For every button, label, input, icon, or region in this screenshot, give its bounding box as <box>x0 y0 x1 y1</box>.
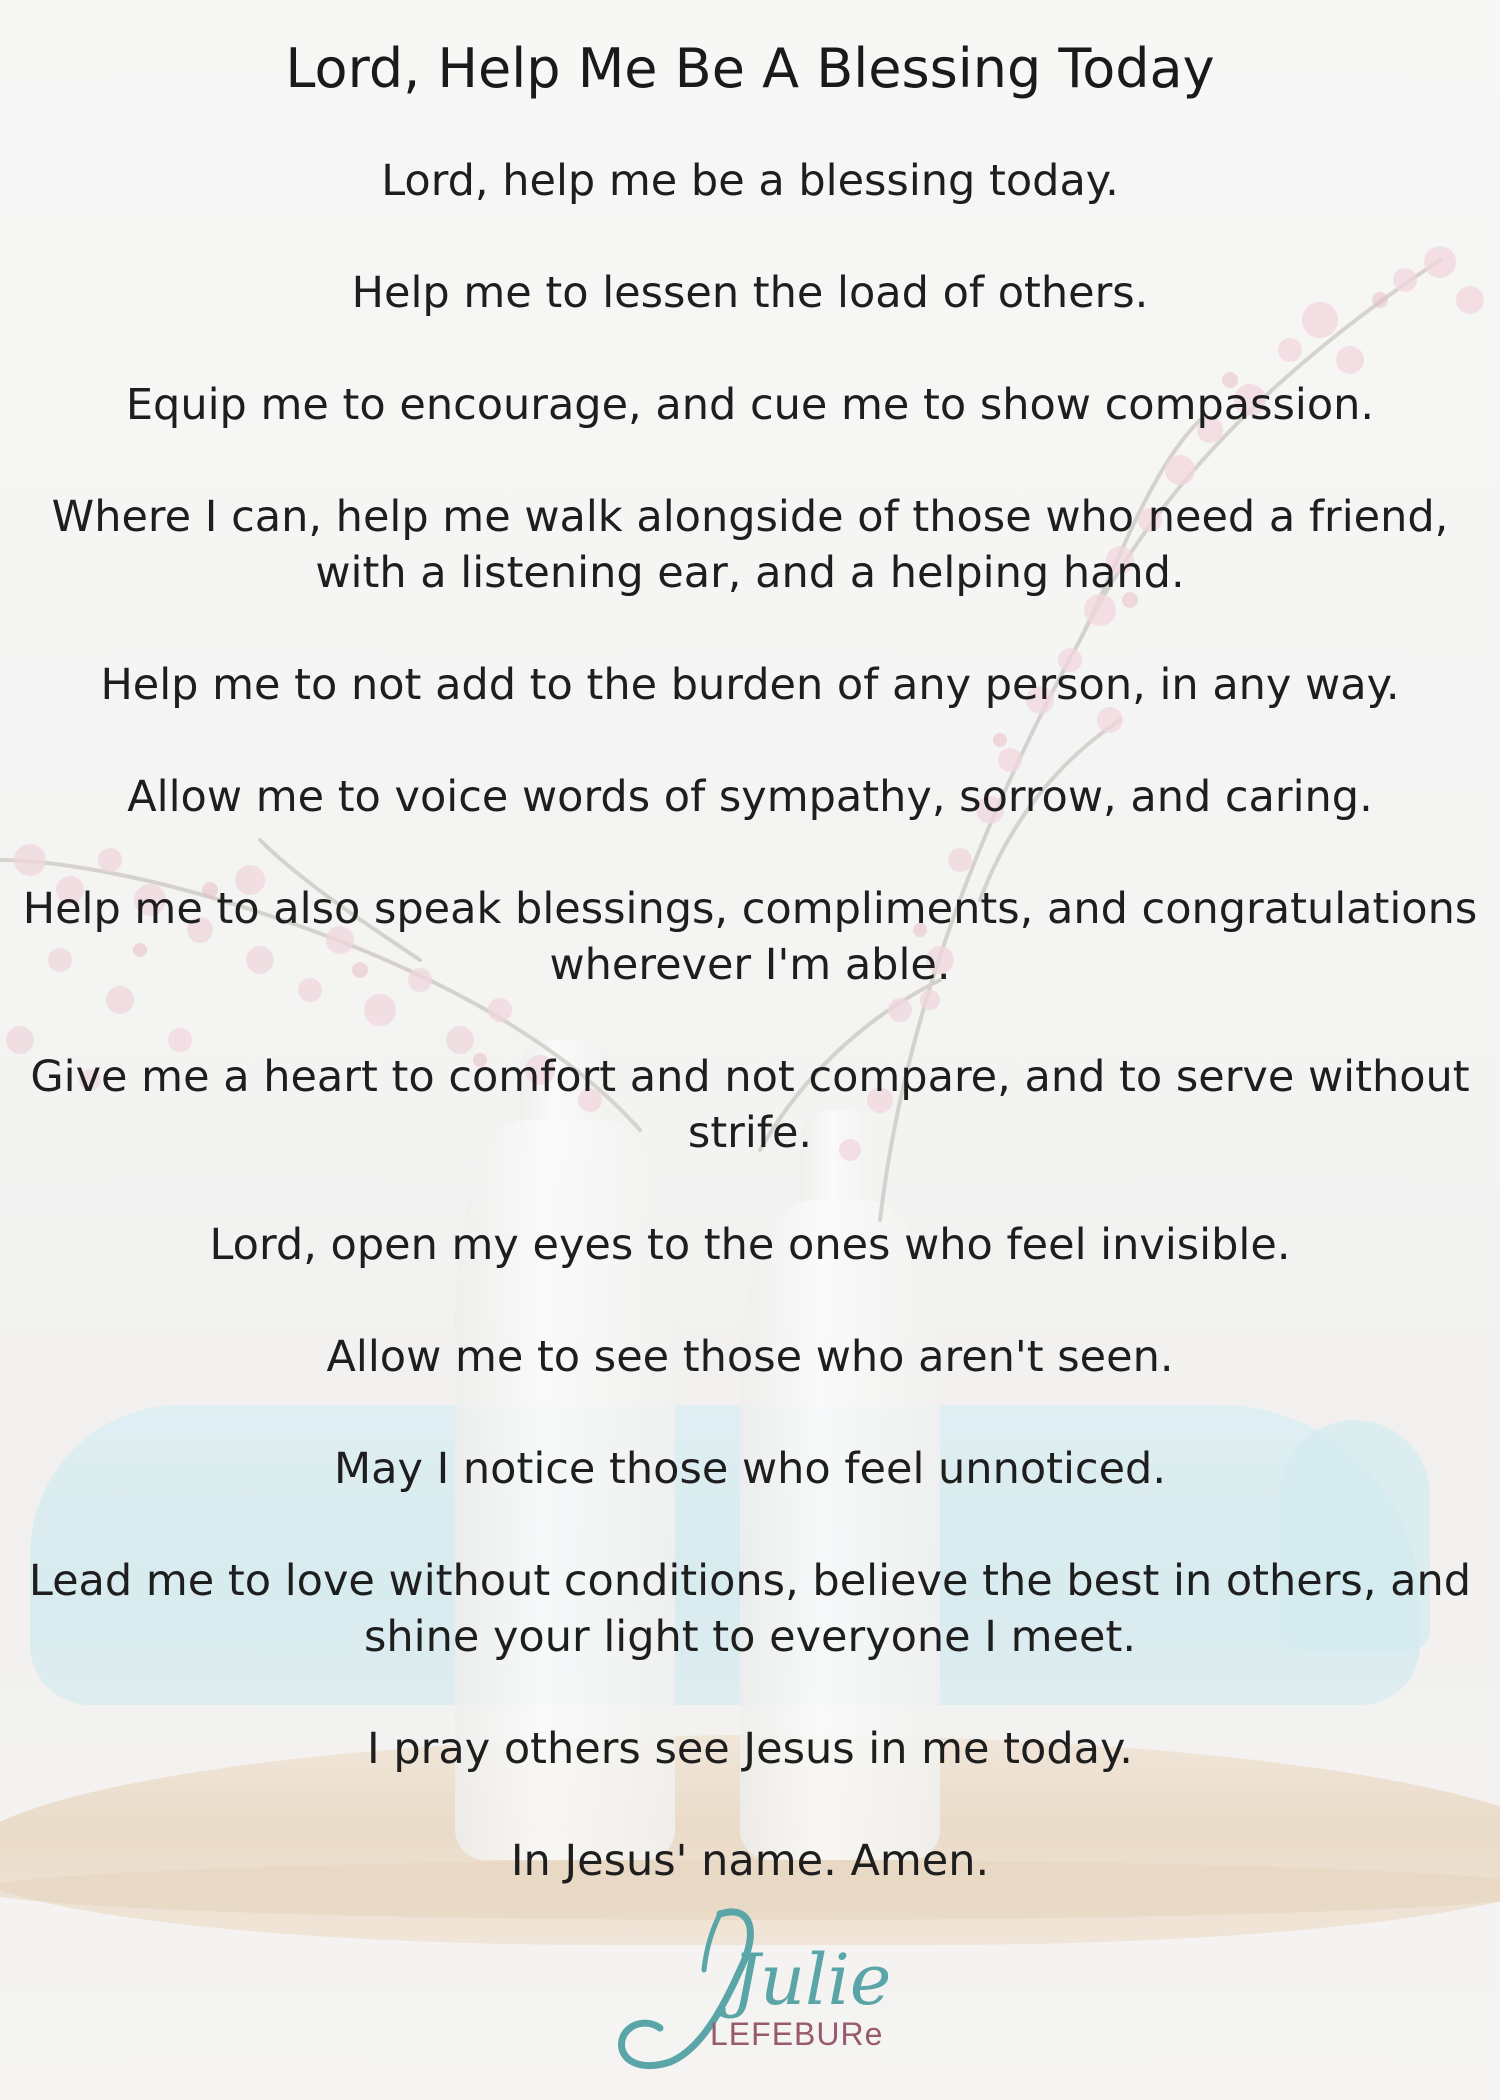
prayer-line: Help me to also speak blessings, compliments, and congratulations wherever I'm able. <box>22 884 1478 990</box>
prayer-line: Where I can, help me walk alongside of those who need a friend, with a listening ear, and a helping hand. <box>51 492 1449 598</box>
prayer-line: Give me a heart to comfort and not compare, and to serve without strife. <box>30 1052 1470 1158</box>
prayer-line: Lord, help me be a blessing today. <box>381 156 1119 206</box>
prayer-line: Lord, open my eyes to the ones who feel invisible. <box>209 1220 1291 1270</box>
julie-lefebure-logo <box>600 1900 900 2080</box>
prayer-line: I pray others see Jesus in me today. <box>367 1724 1133 1774</box>
prayer-line: Help me to not add to the burden of any person, in any way. <box>100 660 1400 710</box>
prayer-line: Allow me to see those who aren't seen. <box>326 1332 1174 1382</box>
prayer-line: May I notice those who feel unnoticed. <box>334 1444 1166 1494</box>
prayer-line: Lead me to love without conditions, believe the best in others, and shine your light to everyone I meet. <box>28 1556 1472 1662</box>
prayer-line: Equip me to encourage, and cue me to show compassion. <box>125 380 1375 430</box>
logo-surname: LEFEBURe <box>710 2016 884 2052</box>
prayer-line: In Jesus' name. Amen. <box>510 1836 990 1886</box>
logo-script-name: Julie <box>732 1939 892 2021</box>
prayer-line: Allow me to voice words of sympathy, sorrow, and caring. <box>127 772 1373 822</box>
prayer-line: Help me to lessen the load of others. <box>351 268 1149 318</box>
page-title: Lord, Help Me Be A Blessing Today <box>285 37 1215 100</box>
